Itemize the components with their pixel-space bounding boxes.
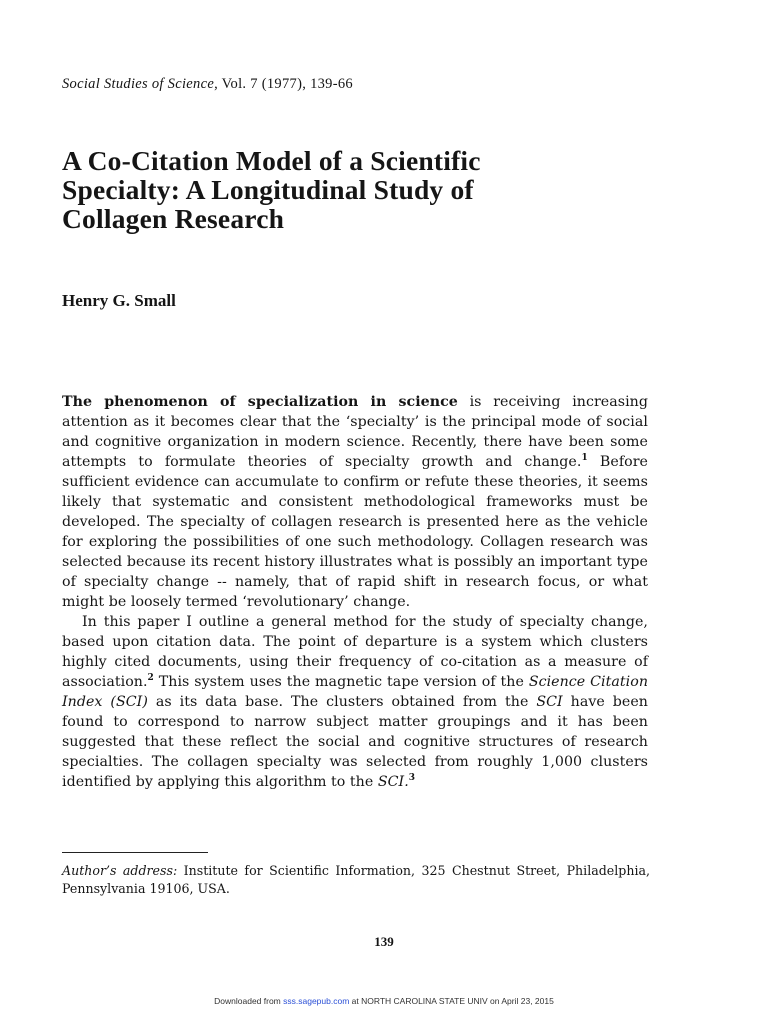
italic-term: Science Citation Index (SCI)	[62, 674, 649, 710]
download-prefix: Downloaded from	[214, 996, 284, 1006]
lead-in: The phenomenon of specialization in science	[62, 394, 458, 410]
download-suffix: at NORTH CAROLINA STATE UNIV on April 23, 2015	[349, 996, 554, 1006]
title-line: Collagen Research	[62, 203, 285, 234]
paragraph-text: This system uses the magnetic tape version of the	[153, 674, 529, 690]
footnote-ref[interactable]: 2	[147, 673, 154, 683]
article-title	[62, 146, 702, 233]
italic-term: SCI	[536, 694, 563, 710]
footnote-ref[interactable]: 1	[581, 453, 588, 463]
download-notice	[0, 996, 768, 1006]
page-number: 139	[374, 934, 394, 949]
footnote-label: Author’s address:	[62, 863, 178, 878]
footnote-text: Institute for Scientific Information, 325 Chestnut Street, Philadelphia, Pennsylvania 19106, USA.	[62, 863, 650, 896]
paragraph-text: have been found to correspond to narrow subject matter groupings and it has been suggested that these reflect the social and cognitive structures of research specialties. The collagen specialty was selected from roughly 1,000 clusters identified by applying this algorithm to the	[62, 694, 648, 790]
source-link[interactable]: sss.sagepub.com	[283, 996, 350, 1006]
journal-name: Social Studies of Science	[62, 76, 215, 92]
footnote-divider	[62, 852, 208, 853]
paragraph-text: In this paper I outline a general method for the study of specialty change, based upon citation data. The point of departure is a system which clusters highly cited documents, using their frequency of co-citation as a measure of association.	[62, 614, 648, 690]
footnote-ref[interactable]: 3	[408, 773, 416, 783]
paragraph-1	[62, 392, 648, 612]
journal-citation	[62, 76, 353, 93]
title-line: A Co-Citation Model of a Scientific	[62, 145, 481, 176]
paragraph-text: Before sufficient evidence can accumulate to confirm or refute these theories, it seems likely that systematic and consistent methodological frameworks must be developed. The specialty of collagen research is presented here as the vehicle for exploring the possibilities of one such methodology. Collagen research was selected because its recent history illustrates what is possibly an important type of specialty change -- namely, that of rapid shift in research focus, or what might be loosely termed ‘revolutionary’ change.	[62, 454, 648, 610]
paragraph-2	[62, 612, 648, 792]
author-name: Henry G. Small	[62, 291, 176, 310]
journal-volume: , Vol. 7 (1977), 139-66	[214, 76, 353, 92]
paragraph-text: as its data base. The clusters obtained from the	[147, 694, 537, 710]
author-address-footnote	[62, 862, 650, 898]
article-body	[62, 392, 648, 792]
paragraph-text: is receiving increasing attention as it becomes clear that the ‘specialty’ is the principal mode of social and cognitive organization in modern science. Recently, there have been some attempts to formulate theories of specialty growth and change.	[62, 394, 648, 470]
title-line: Specialty: A Longitudinal Study of	[62, 174, 474, 205]
italic-term: SCI.	[377, 774, 409, 790]
